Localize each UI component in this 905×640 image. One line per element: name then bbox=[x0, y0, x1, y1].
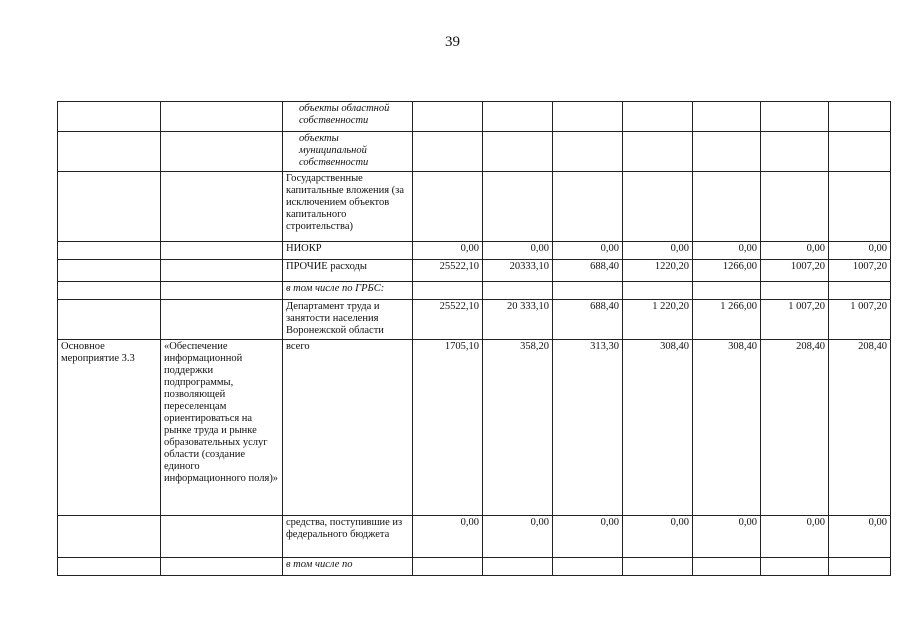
value-cell: 0,00 bbox=[761, 516, 829, 558]
value-cell: 313,30 bbox=[553, 340, 623, 516]
row-description-cell bbox=[161, 260, 283, 282]
value-cell: 0,00 bbox=[483, 242, 553, 260]
row-source-label: Департамент труда и занятости населения Воронежской области bbox=[283, 300, 413, 340]
value-cell bbox=[693, 102, 761, 132]
budget-table bbox=[57, 101, 891, 576]
value-cell bbox=[623, 558, 693, 576]
value-cell bbox=[693, 132, 761, 172]
row-source-label: НИОКР bbox=[283, 242, 413, 260]
value-cell bbox=[623, 282, 693, 300]
value-cell bbox=[761, 132, 829, 172]
row-measure-cell bbox=[58, 558, 161, 576]
table-row bbox=[58, 260, 891, 282]
value-cell bbox=[829, 282, 891, 300]
value-cell: 0,00 bbox=[623, 242, 693, 260]
value-cell bbox=[623, 102, 693, 132]
value-cell: 0,00 bbox=[693, 242, 761, 260]
value-cell bbox=[553, 558, 623, 576]
table-row bbox=[58, 340, 891, 516]
value-cell: 1220,20 bbox=[623, 260, 693, 282]
value-cell bbox=[829, 102, 891, 132]
value-cell: 0,00 bbox=[829, 242, 891, 260]
value-cell: 20333,10 bbox=[483, 260, 553, 282]
row-description-cell bbox=[161, 242, 283, 260]
value-cell: 1 007,20 bbox=[761, 300, 829, 340]
row-description-cell bbox=[161, 282, 283, 300]
page-number: 39 bbox=[445, 34, 460, 50]
value-cell: 0,00 bbox=[413, 516, 483, 558]
value-cell: 1705,10 bbox=[413, 340, 483, 516]
row-source-label: всего bbox=[283, 340, 413, 516]
row-description-cell bbox=[161, 172, 283, 242]
value-cell bbox=[829, 558, 891, 576]
value-cell bbox=[413, 282, 483, 300]
value-cell bbox=[693, 558, 761, 576]
value-cell: 1266,00 bbox=[693, 260, 761, 282]
row-measure-cell bbox=[58, 516, 161, 558]
row-measure-cell: Основное мероприятие 3.3 bbox=[58, 340, 161, 516]
value-cell bbox=[413, 132, 483, 172]
row-measure-cell bbox=[58, 242, 161, 260]
value-cell bbox=[483, 102, 553, 132]
value-cell: 688,40 bbox=[553, 260, 623, 282]
value-cell bbox=[623, 172, 693, 242]
value-cell bbox=[761, 558, 829, 576]
row-source-label: средства, поступившие из федерального бюджета bbox=[283, 516, 413, 558]
value-cell bbox=[413, 102, 483, 132]
table-row bbox=[58, 172, 891, 242]
value-cell: 308,40 bbox=[623, 340, 693, 516]
row-measure-cell bbox=[58, 282, 161, 300]
row-measure-cell bbox=[58, 300, 161, 340]
value-cell: 0,00 bbox=[553, 242, 623, 260]
row-description-cell: «Обеспечение информационной поддержки подпрограммы, позволяющей переселенцам ориентироваться на рынке труда и рынке образовательных услуг области (создание единого информационного поля)» bbox=[161, 340, 283, 516]
row-source-label: Государственные капитальные вложения (за исключением объектов капитального строительства) bbox=[283, 172, 413, 242]
table-row bbox=[58, 242, 891, 260]
value-cell bbox=[413, 558, 483, 576]
row-source-label: объекты областной собственности bbox=[283, 102, 413, 132]
value-cell bbox=[553, 132, 623, 172]
row-description-cell bbox=[161, 102, 283, 132]
value-cell: 0,00 bbox=[623, 516, 693, 558]
value-cell bbox=[553, 102, 623, 132]
value-cell bbox=[483, 172, 553, 242]
value-cell: 0,00 bbox=[483, 516, 553, 558]
row-measure-cell bbox=[58, 260, 161, 282]
value-cell bbox=[693, 282, 761, 300]
value-cell bbox=[829, 132, 891, 172]
value-cell: 1007,20 bbox=[761, 260, 829, 282]
value-cell bbox=[693, 172, 761, 242]
value-cell: 1007,20 bbox=[829, 260, 891, 282]
value-cell: 0,00 bbox=[829, 516, 891, 558]
value-cell: 208,40 bbox=[829, 340, 891, 516]
value-cell: 358,20 bbox=[483, 340, 553, 516]
table-row bbox=[58, 558, 891, 576]
row-measure-cell bbox=[58, 172, 161, 242]
value-cell bbox=[623, 132, 693, 172]
value-cell bbox=[761, 282, 829, 300]
table-row bbox=[58, 132, 891, 172]
value-cell bbox=[761, 102, 829, 132]
value-cell bbox=[553, 282, 623, 300]
value-cell: 0,00 bbox=[761, 242, 829, 260]
value-cell bbox=[483, 132, 553, 172]
value-cell bbox=[483, 282, 553, 300]
row-measure-cell bbox=[58, 132, 161, 172]
value-cell bbox=[829, 172, 891, 242]
table-row bbox=[58, 102, 891, 132]
row-measure-cell bbox=[58, 102, 161, 132]
value-cell: 688,40 bbox=[553, 300, 623, 340]
row-source-label: в том числе по ГРБС: bbox=[283, 282, 413, 300]
row-description-cell bbox=[161, 516, 283, 558]
value-cell: 308,40 bbox=[693, 340, 761, 516]
row-source-label: в том числе по bbox=[283, 558, 413, 576]
value-cell: 1 266,00 bbox=[693, 300, 761, 340]
value-cell bbox=[483, 558, 553, 576]
table-row bbox=[58, 300, 891, 340]
value-cell: 0,00 bbox=[413, 242, 483, 260]
value-cell: 208,40 bbox=[761, 340, 829, 516]
row-description-cell bbox=[161, 300, 283, 340]
table-row bbox=[58, 516, 891, 558]
value-cell bbox=[553, 172, 623, 242]
value-cell: 0,00 bbox=[553, 516, 623, 558]
value-cell: 25522,10 bbox=[413, 260, 483, 282]
table-row bbox=[58, 282, 891, 300]
row-source-label: объекты муниципальной собственности bbox=[283, 132, 413, 172]
value-cell: 1 220,20 bbox=[623, 300, 693, 340]
value-cell bbox=[761, 172, 829, 242]
value-cell: 0,00 bbox=[693, 516, 761, 558]
row-description-cell bbox=[161, 558, 283, 576]
row-source-label: ПРОЧИЕ расходы bbox=[283, 260, 413, 282]
row-description-cell bbox=[161, 132, 283, 172]
value-cell: 20 333,10 bbox=[483, 300, 553, 340]
value-cell bbox=[413, 172, 483, 242]
value-cell: 1 007,20 bbox=[829, 300, 891, 340]
value-cell: 25522,10 bbox=[413, 300, 483, 340]
